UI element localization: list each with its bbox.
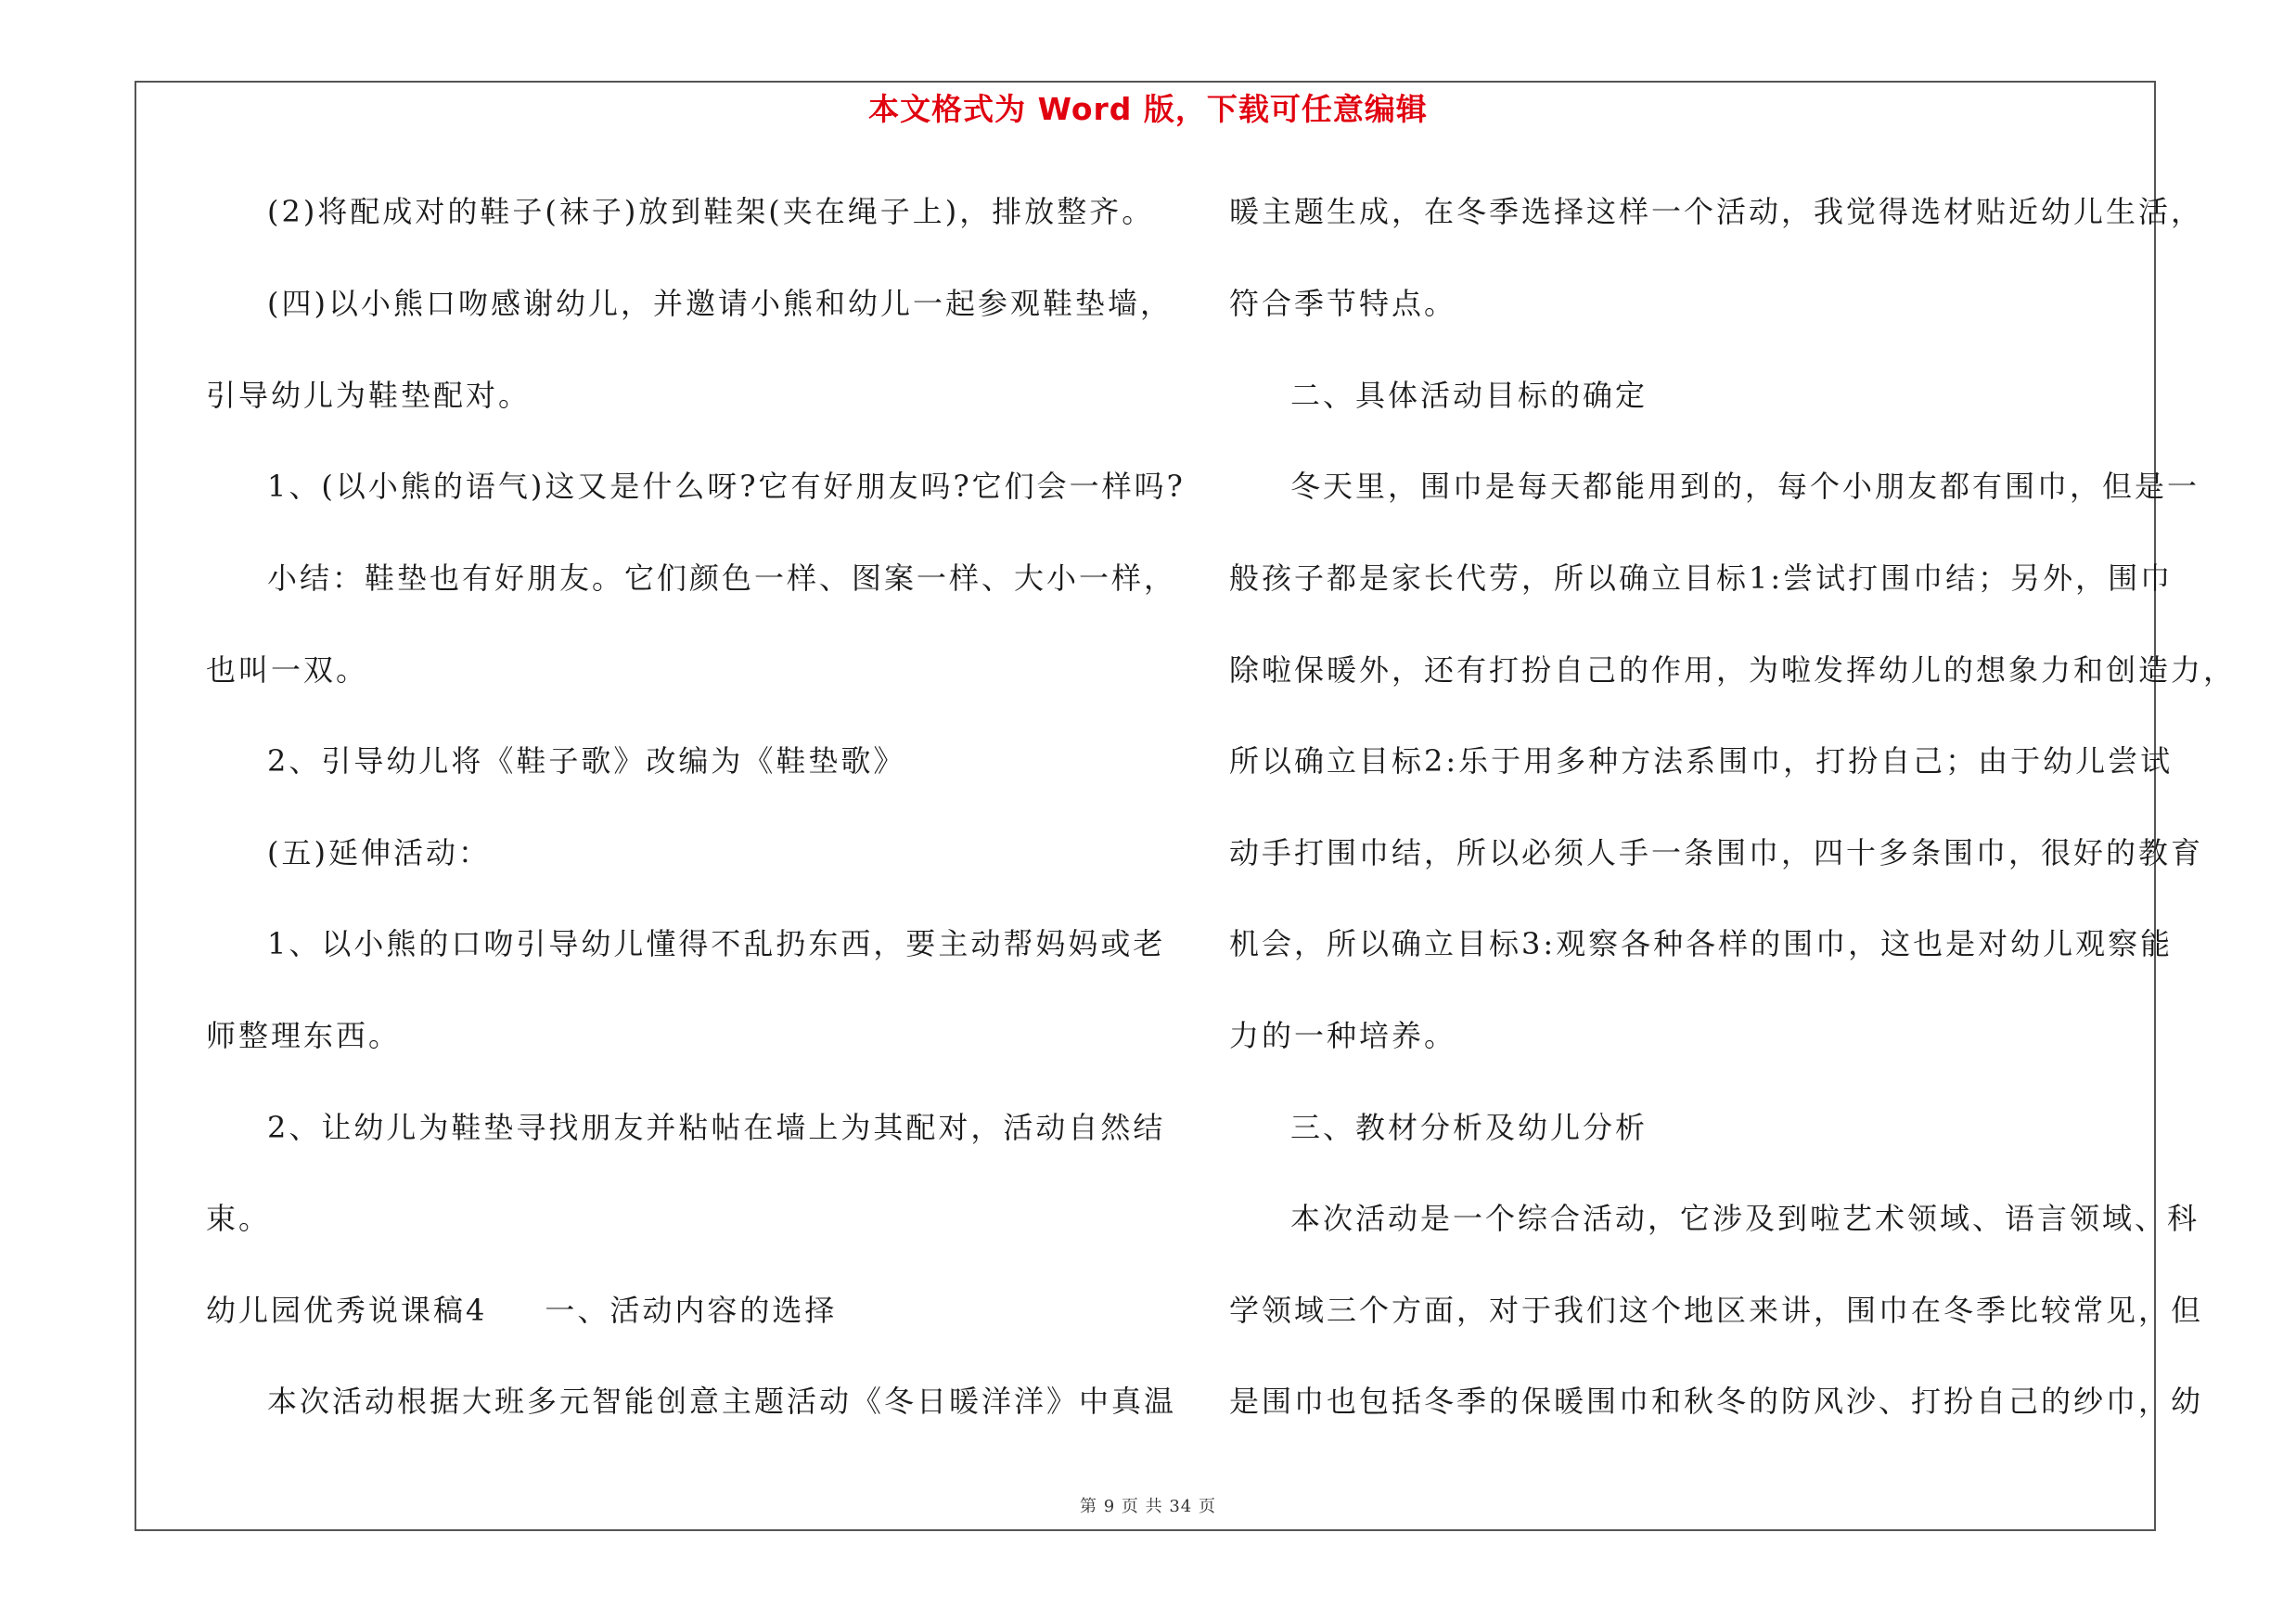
paragraph-line: 引导幼儿为鞋垫配对。 [206, 378, 532, 413]
paragraph-line: 机会，所以确立目标3:观察各种各样的围巾，这也是对幼儿观察能 [1229, 926, 2174, 961]
paragraph-line: 符合季节特点。 [1229, 286, 1457, 321]
section-heading: 一、活动内容的选择 [545, 1293, 838, 1328]
paragraph-line: 2、引导幼儿将《鞋子歌》改编为《鞋垫歌》 [267, 743, 906, 779]
paragraph-line: 学领域三个方面，对于我们这个地区来讲，围巾在冬季比较常见，但 [1229, 1293, 2204, 1328]
section-heading: 三、教材分析及幼儿分析 [1290, 1110, 1648, 1145]
article-heading [206, 1292, 837, 1329]
paragraph-line: (2)将配成对的鞋子(袜子)放到鞋架(夹在绳子上)，排放整齐。 [267, 194, 1155, 229]
paragraph-line: 动手打围巾结，所以必须人手一条围巾，四十多条围巾，很好的教育 [1229, 835, 2204, 870]
page-number: 第 9 页 共 34 页 [1080, 1497, 1216, 1516]
section-heading: 二、具体活动目标的确定 [1290, 378, 1648, 413]
paragraph-line: 是围巾也包括冬季的保暖围巾和秋冬的防风沙、打扮自己的纱巾，幼 [1229, 1384, 2204, 1419]
paragraph-line: (五)延伸活动： [267, 835, 491, 870]
paragraph-line: 本次活动是一个综合活动，它涉及到啦艺术领域、语言领域、科 [1290, 1201, 2200, 1236]
paragraph-line: 般孩子都是家长代劳，所以确立目标1:尝试打围巾结；另外，围巾 [1229, 560, 2174, 596]
paragraph-line: 所以确立目标2:乐于用多种方法系围巾，打扮自己；由于幼儿尝试 [1229, 743, 2174, 779]
paragraph-line: (四)以小熊口吻感谢幼儿，并邀请小熊和幼儿一起参观鞋垫墙， [267, 286, 1173, 321]
paragraph-line: 师整理东西。 [206, 1018, 402, 1053]
paragraph-line: 冬天里，围巾是每天都能用到的，每个小朋友都有围巾，但是一 [1290, 469, 2200, 504]
paragraph-line: 本次活动根据大班多元智能创意主题活动《冬日暖洋洋》中真温 [267, 1384, 1177, 1419]
paragraph-line: 也叫一双。 [206, 652, 369, 688]
paragraph-line: 力的一种培养。 [1229, 1018, 1457, 1053]
paragraph-line: 暖主题生成，在冬季选择这样一个活动，我觉得选材贴近幼儿生活， [1229, 194, 2204, 229]
paragraph-line: 2、让幼儿为鞋垫寻找朋友并粘帖在墙上为其配对，活动自然结 [267, 1110, 1166, 1145]
paragraph-line: 1、以小熊的口吻引导幼儿懂得不乱扔东西，要主动帮妈妈或老 [267, 926, 1166, 961]
paragraph-line: 束。 [206, 1201, 272, 1236]
article-title: 幼儿园优秀说课稿4 [206, 1293, 488, 1328]
paragraph-line: 除啦保暖外，还有打扮自己的作用，为啦发挥幼儿的想象力和创造力， [1229, 652, 2237, 688]
document-banner: 本文格式为 Word 版，下载可任意编辑 [868, 91, 1428, 127]
paragraph-line: 1、(以小熊的语气)这又是什么呀?它有好朋友吗?它们会一样吗? [267, 469, 1186, 504]
paragraph-line: 小结：鞋垫也有好朋友。它们颜色一样、图案一样、大小一样， [267, 560, 1177, 596]
